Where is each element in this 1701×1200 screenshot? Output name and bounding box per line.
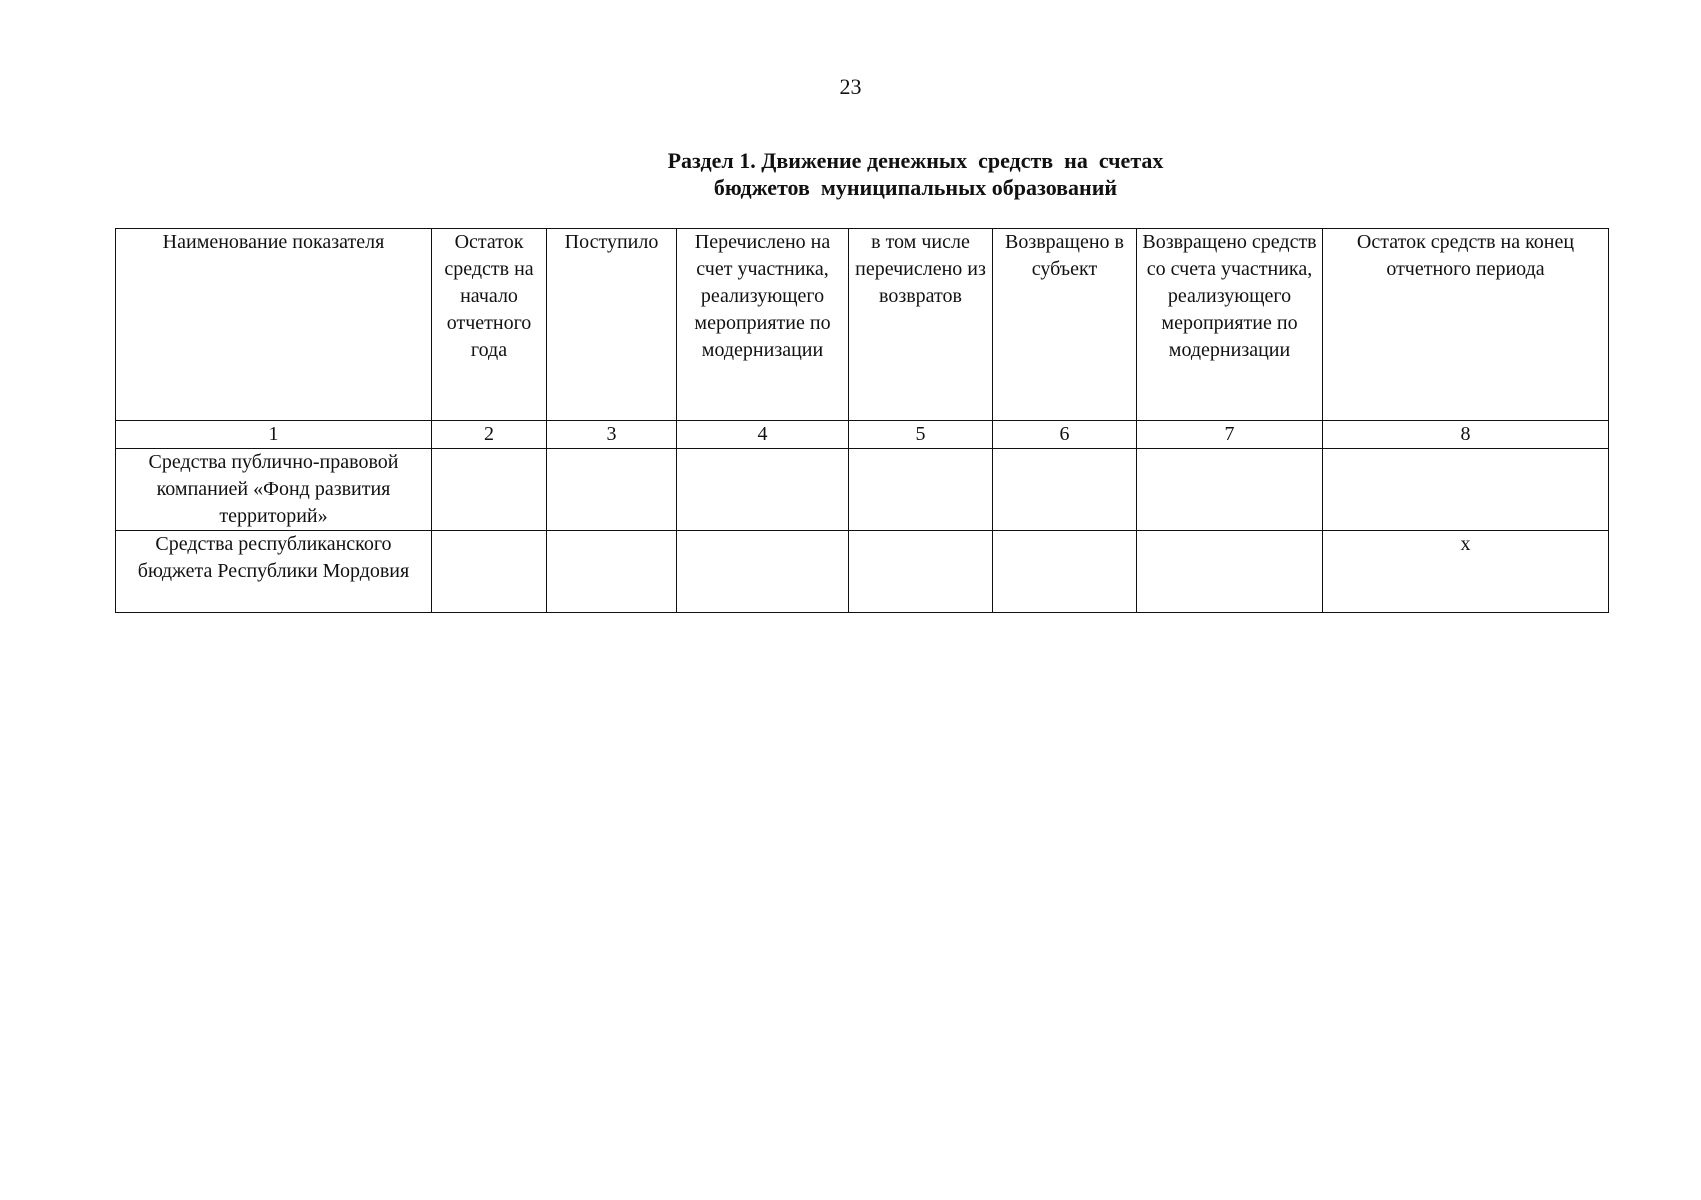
row-name: Средства республиканского бюджета Республики Мордовия — [116, 531, 432, 613]
column-number: 3 — [547, 421, 677, 449]
table-cell — [849, 531, 993, 613]
table-cell — [1137, 531, 1323, 613]
column-number: 7 — [1137, 421, 1323, 449]
column-number: 1 — [116, 421, 432, 449]
table-cell — [993, 531, 1137, 613]
header-received: Поступило — [547, 229, 677, 421]
page-number: 23 — [839, 74, 862, 99]
header-returned-from-participant: Возвращено средств со счета участника, реализующего мероприятие по модернизации — [1137, 229, 1323, 421]
header-transferred: Перечислено на счет участника, реализующего мероприятие по модернизации — [677, 229, 849, 421]
cash-flow-table — [115, 228, 1609, 613]
table-cell — [1137, 449, 1323, 531]
table-header-row — [116, 229, 1609, 421]
table-cell: х — [1323, 531, 1609, 613]
column-number: 6 — [993, 421, 1137, 449]
table-row — [116, 531, 1609, 613]
header-balance-start: Остаток средств на начало отчетного года — [432, 229, 547, 421]
table-cell — [547, 531, 677, 613]
table-cell — [849, 449, 993, 531]
table-cell — [432, 531, 547, 613]
column-number: 5 — [849, 421, 993, 449]
section-title — [0, 147, 1701, 201]
column-number-row — [116, 421, 1609, 449]
table-cell — [432, 449, 547, 531]
section-title-line-2: бюджетов муниципальных образований — [713, 175, 1118, 200]
table-row — [116, 449, 1609, 531]
header-indicator-name: Наименование показателя — [116, 229, 432, 421]
section-title-line-1: Раздел 1. Движение денежных средств на счетах — [667, 148, 1164, 173]
row-name: Средства публично-правовой компанией «Фонд развития территорий» — [116, 449, 432, 531]
table-cell — [677, 449, 849, 531]
table-cell — [993, 449, 1137, 531]
header-transferred-from-returns: в том числе перечислено из возвратов — [849, 229, 993, 421]
header-balance-end: Остаток средств на конец отчетного периода — [1323, 229, 1609, 421]
column-number: 2 — [432, 421, 547, 449]
table-cell — [547, 449, 677, 531]
table-cell — [677, 531, 849, 613]
column-number: 8 — [1323, 421, 1609, 449]
column-number: 4 — [677, 421, 849, 449]
table-cell — [1323, 449, 1609, 531]
header-returned-to-subject: Возвращено в субъект — [993, 229, 1137, 421]
